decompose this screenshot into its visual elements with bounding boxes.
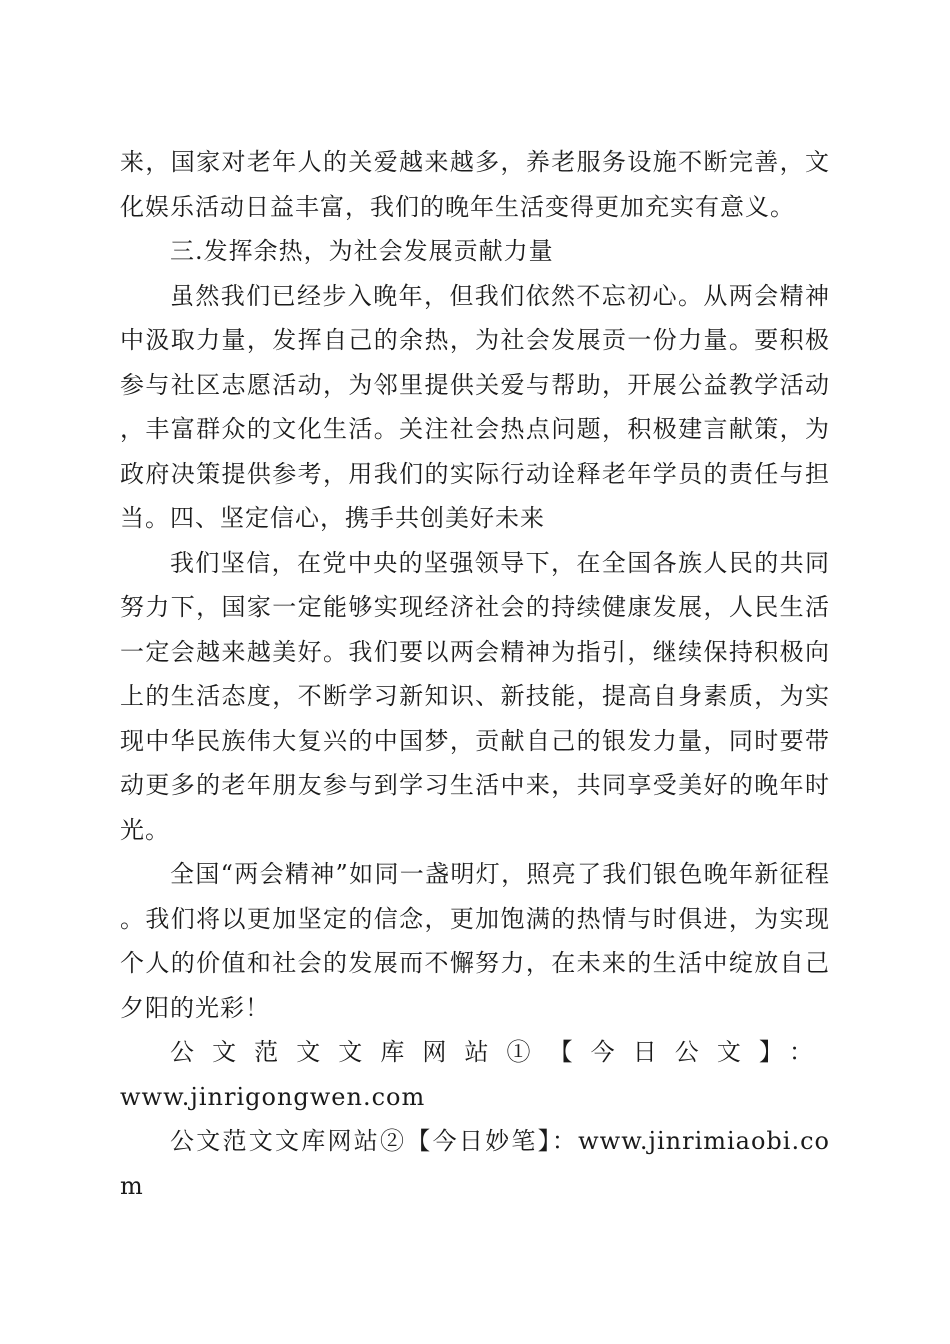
- paragraph-confidence: 我们坚信，在党中央的坚强领导下，在全国各族人民的共同努力下，国家一定能够实现经济社会的持续健康发展，人民生活一定会越来越美好。我们要以两会精神为指引，继续保持积极向上的生活态度，不断学习新知识、新技能，提高自身素质，为实现中华民族伟大复兴的中国梦，贡献自己的银发力量，同时要带动更多的老年朋友参与到学习生活中来，共同享受美好的晚年时光。: [120, 548, 830, 844]
- website-link-one-label: 公文范文文库网站①【今日公文】：: [170, 1038, 830, 1066]
- website-link-two-label: 公文范文文库网站②【今日妙笔】：: [170, 1127, 579, 1155]
- paragraph-continuation: 来，国家对老年人的关爱越来越多，养老服务设施不断完善，文化娱乐活动日益丰富，我们的晚年生活变得更加充实有意义。: [120, 148, 830, 221]
- website-link-two-url[interactable]: www.jinrimiaobi.com: [120, 1127, 830, 1200]
- website-link-one: [120, 1030, 830, 1119]
- paragraph-contribution: 虽然我们已经步入晚年，但我们依然不忘初心。从两会精神中汲取力量，发挥自己的余热，为社会发展贡一份力量。要积极参与社区志愿活动，为邻里提供关爱与帮助，开展公益教学活动，丰富群众的文化生活。关注社会热点问题，积极建言献策，为政府决策提供参考，用我们的实际行动诠释老年学员的责任与担当。四、坚定信心，携手共创美好未来: [120, 281, 830, 532]
- section-heading-three: 三.发挥余热，为社会发展贡献力量: [170, 237, 554, 265]
- document-body: [120, 140, 830, 1208]
- website-link-one-url[interactable]: www.jinrigongwen.com: [120, 1082, 426, 1111]
- paragraph-conclusion: 全国“两会精神”如同一盏明灯，照亮了我们银色晚年新征程。我们将以更加坚定的信念，更加饱满的热情与时俱进，为实现个人的价值和社会的发展而不懈努力，在未来的生活中绽放自己夕阳的光彩！: [120, 860, 830, 1022]
- website-link-two: [120, 1119, 830, 1208]
